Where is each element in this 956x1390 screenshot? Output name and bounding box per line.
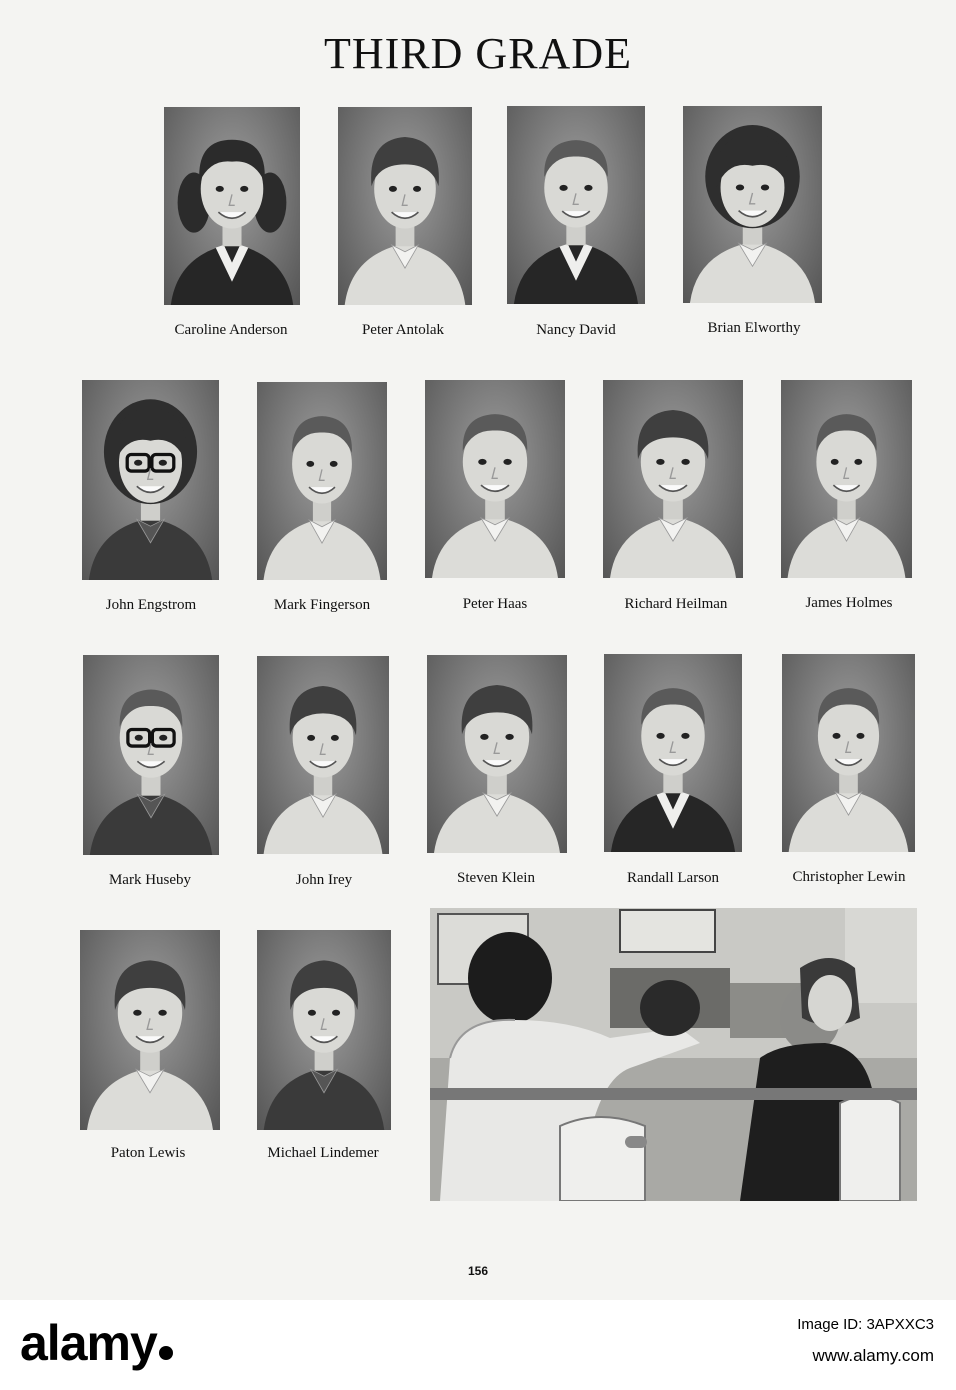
student-name: Brian Elworthy: [707, 320, 801, 336]
portrait-brian-elworthy: [683, 106, 822, 303]
portrait-nancy-david: [507, 106, 645, 304]
student-name: Peter Antolak: [361, 322, 445, 338]
portrait-caroline-anderson: [164, 107, 300, 305]
site-url: www.alamy.com: [812, 1346, 934, 1365]
portrait-randall-larson: [604, 654, 742, 852]
alamy-logo: alamy: [20, 1314, 173, 1372]
watermark-footer: [0, 1300, 956, 1390]
student-name: Mark Huseby: [108, 872, 192, 888]
student-name: Peter Haas: [462, 596, 528, 612]
portrait-christopher-lewin: [782, 654, 915, 852]
student-name: Michael Lindemer: [267, 1145, 379, 1161]
page-number: 156: [467, 1264, 489, 1278]
student-name: Nancy David: [536, 322, 616, 338]
student-name: Paton Lewis: [110, 1145, 186, 1161]
student-name: John Engstrom: [105, 597, 197, 613]
portrait-richard-heilman: [603, 380, 743, 578]
classroom-photo: [430, 908, 917, 1201]
portrait-mark-huseby: [83, 655, 219, 855]
portrait-steven-klein: [427, 655, 567, 853]
page-title: THIRD GRADE: [324, 29, 632, 78]
classroom-scene: [430, 908, 917, 1201]
portrait-john-irey: [257, 656, 389, 854]
student-name: Randall Larson: [626, 870, 720, 886]
portrait-paton-lewis: [80, 930, 220, 1130]
portrait-peter-haas: [425, 380, 565, 578]
portrait-john-engstrom: [82, 380, 219, 580]
student-name: Caroline Anderson: [174, 322, 288, 338]
portrait-peter-antolak: [338, 107, 472, 305]
student-name: Steven Klein: [457, 870, 535, 886]
student-name: Richard Heilman: [624, 596, 728, 612]
student-name: James Holmes: [805, 595, 893, 611]
portrait-michael-lindemer: [257, 930, 391, 1130]
student-name: John Irey: [295, 872, 353, 888]
portrait-james-holmes: [781, 380, 912, 578]
student-name: Mark Fingerson: [273, 597, 371, 613]
student-name: Christopher Lewin: [792, 869, 906, 885]
image-id-label: Image ID: 3APXXC3: [797, 1316, 934, 1333]
portrait-mark-fingerson: [257, 382, 387, 580]
